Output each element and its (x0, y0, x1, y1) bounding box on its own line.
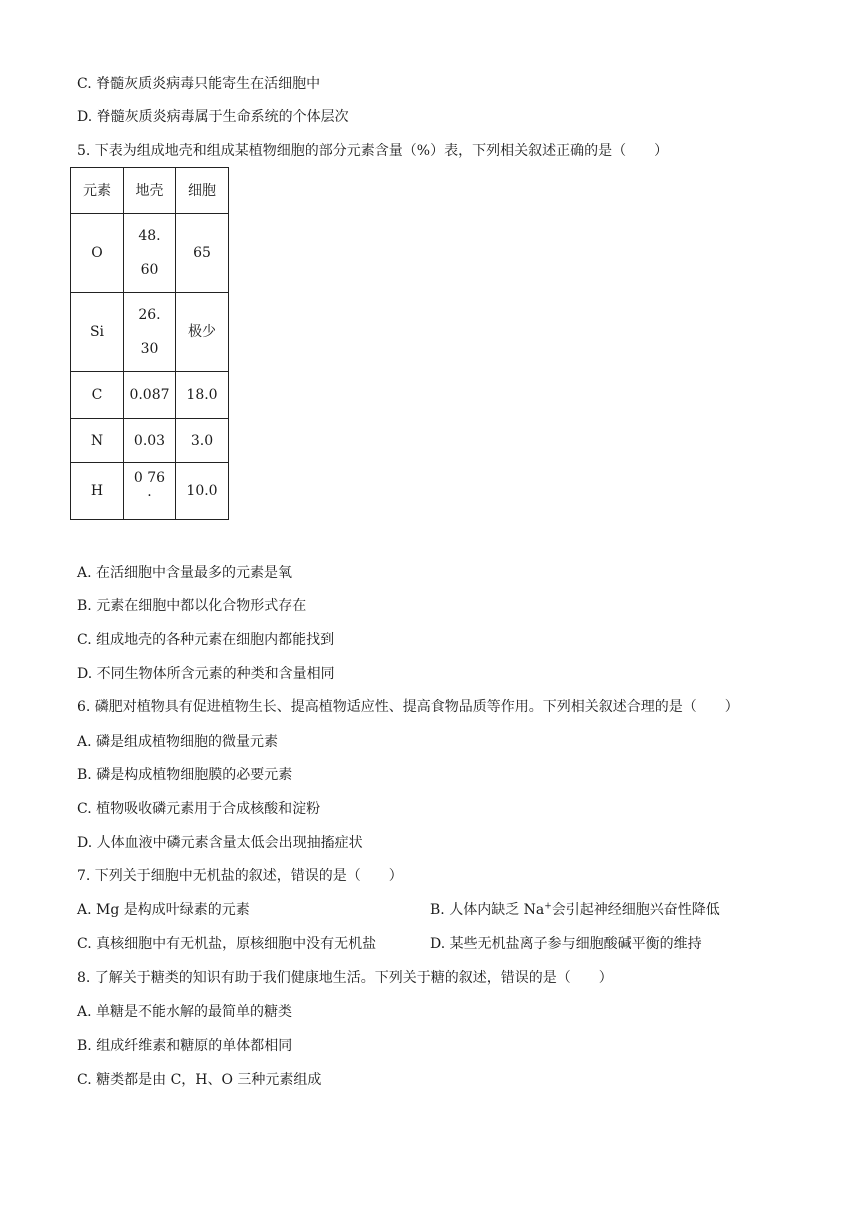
option-a-q8: A. 单糖是不能水解的最简单的糖类 (77, 1004, 293, 1020)
option-c-q4: C. 脊髓灰质炎病毒只能寄生在活细胞中 (77, 76, 321, 92)
cell-value: 3.0 (176, 419, 229, 463)
option-b-q7: B. 人体内缺乏 Na+会引起神经细胞兴奋性降低 (430, 901, 720, 918)
element-cell: C (71, 372, 124, 419)
option-c-q6: C. 植物吸收磷元素用于合成核酸和淀粉 (77, 801, 321, 817)
crust-value: 0.087 (124, 372, 176, 419)
cell-value: 极少 (176, 293, 229, 372)
crust-value: 26. 30 (124, 293, 176, 372)
option-c-q5: C. 组成地壳的各种元素在细胞内都能找到 (77, 632, 335, 648)
cell-value: 18.0 (176, 372, 229, 419)
element-cell: H (71, 463, 124, 520)
header-crust: 地壳 (124, 168, 176, 214)
header-cell: 细胞 (176, 168, 229, 214)
option-b-q5: B. 元素在细胞中都以化合物形式存在 (77, 598, 307, 614)
header-element: 元素 (71, 168, 124, 214)
question-8: 8. 了解关于糖类的知识有助于我们健康地生活。下列关于糖的叙述，错误的是（ ） (77, 970, 613, 986)
table-row (71, 419, 229, 463)
crust-value: 48. 60 (124, 214, 176, 293)
table-row (71, 372, 229, 419)
table-row (71, 463, 229, 520)
table-row (71, 214, 229, 293)
crust-value: 0 76 · (124, 463, 176, 520)
table-header-row (71, 168, 229, 214)
option-a-q6: A. 磷是组成植物细胞的微量元素 (77, 734, 279, 750)
question-6: 6. 磷肥对植物具有促进植物生长、提高植物适应性、提高食物品质等作用。下列相关叙述合理的是（ ） (77, 699, 739, 715)
element-cell: O (71, 214, 124, 293)
cell-value: 65 (176, 214, 229, 293)
option-b-q6: B. 磷是构成植物细胞膜的必要元素 (77, 767, 293, 783)
option-c-q7: C. 真核细胞中有无机盐，原核细胞中没有无机盐 (77, 936, 377, 952)
option-d-q5: D. 不同生物体所含元素的种类和含量相同 (77, 666, 335, 682)
question-7: 7. 下列关于细胞中无机盐的叙述，错误的是（ ） (77, 868, 403, 884)
option-a-q7: A. Mg 是构成叶绿素的元素 (77, 902, 250, 918)
element-cell: N (71, 419, 124, 463)
option-d-q4: D. 脊髓灰质炎病毒属于生命系统的个体层次 (77, 109, 349, 125)
element-content-table (70, 167, 229, 520)
option-d-q7: D. 某些无机盐离子参与细胞酸碱平衡的维持 (430, 936, 702, 952)
option-a-q5: A. 在活细胞中含量最多的元素是氧 (77, 565, 293, 581)
option-c-q8: C. 糖类都是由 C，H、O 三种元素组成 (77, 1072, 322, 1088)
crust-value: 0.03 (124, 419, 176, 463)
cell-value: 10.0 (176, 463, 229, 520)
table-row (71, 293, 229, 372)
question-5: 5. 下表为组成地壳和组成某植物细胞的部分元素含量（%）表，下列相关叙述正确的是（ ） (77, 143, 669, 159)
element-cell: Si (71, 293, 124, 372)
option-b-q8: B. 组成纤维素和糖原的单体都相同 (77, 1038, 293, 1054)
option-d-q6: D. 人体血液中磷元素含量太低会出现抽搐症状 (77, 835, 363, 851)
